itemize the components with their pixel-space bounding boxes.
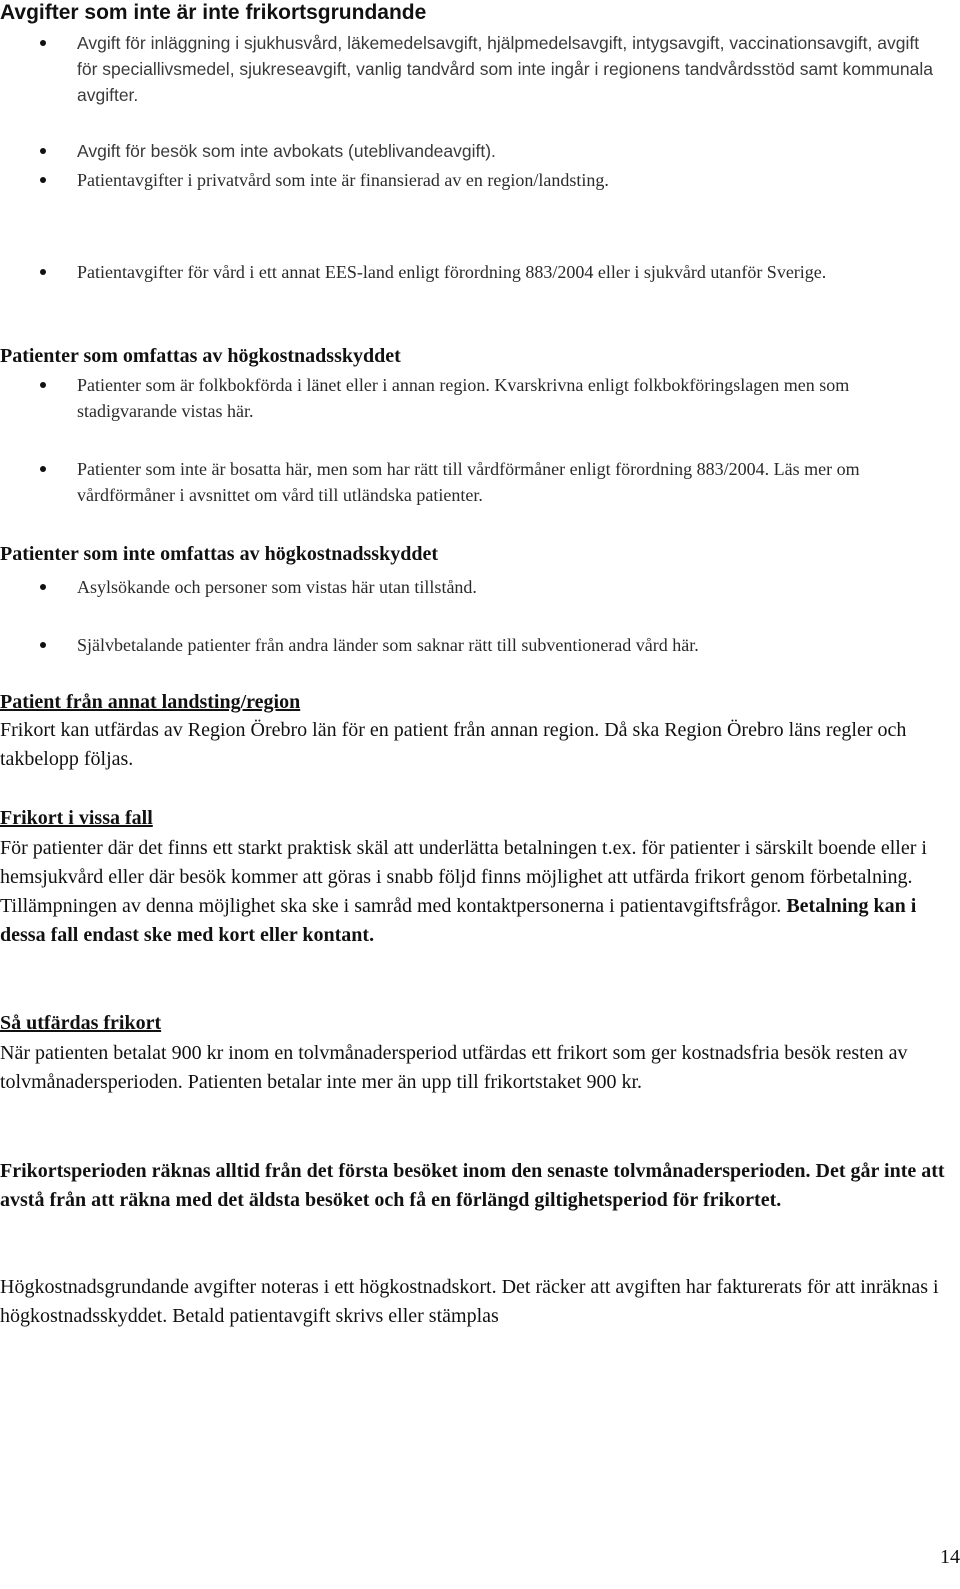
paragraph-other-region: Frikort kan utfärdas av Region Örebro län för en patient från annan region. Då ska Region Örebro läns regler och takbelopp följas. xyxy=(0,719,907,770)
section-heading-how-issued: Så utfärdas frikort xyxy=(0,1012,162,1034)
bullet-icon xyxy=(40,382,46,388)
paragraph-period-rule: Frikortsperioden räknas alltid från det första besöket inom den senaste tolvmånadersperioden. Det går inte att avstå från att räkna med det äldsta besöket och få en förlängd giltighetsperiod för frikortet. xyxy=(0,1160,945,1211)
list-item-text: Avgift för inläggning i sjukhusvård, läkemedelsavgift, hjälpmedelsavgift, intygsavgift, vaccinationsavgift, avgift för speciallivsmedel, sjukreseavgift, vanlig tandvård som inte ingår i regionens tandvårdsstöd samt kommunala avgifter. xyxy=(77,33,933,105)
bullet-icon xyxy=(40,177,46,183)
bullet-icon xyxy=(40,642,46,648)
section-heading-non-qualifying-fees: Avgifter som inte är inte frikortsgrundande xyxy=(0,1,427,24)
list-item-text: Patienter som inte är bosatta här, men som har rätt till vårdförmåner enligt förordning 883/2004. Läs mer om vårdförmåner i avsnittet om vård till utländska patienter. xyxy=(77,459,860,505)
paragraph-how-issued: När patienten betalat 900 kr inom en tolvmånadersperiod utfärdas ett frikort som ger kostnadsfria besök resten av tolvmånadersperioden. Patienten betalar inte mer än upp till frikortstaket 900 kr. xyxy=(0,1042,908,1093)
page-number: 14 xyxy=(940,1546,960,1568)
bullet-icon xyxy=(40,40,46,46)
section-heading-covered-patients: Patienter som omfattas av högkostnadsskyddet xyxy=(0,345,401,367)
bullet-icon xyxy=(40,584,46,590)
bullet-icon xyxy=(40,148,46,154)
list-item-text: Patientavgifter i privatvård som inte är finansierad av en region/landsting. xyxy=(77,170,609,190)
paragraph-high-cost-card: Högkostnadsgrundande avgifter noteras i ett högkostnadskort. Det räcker att avgiften har fakturerats för att inräknas i högkostnadsskyddet. Betald patientavgift skrivs eller stämplas xyxy=(0,1276,939,1327)
list-item-text: Asylsökande och personer som vistas här utan tillstånd. xyxy=(77,577,477,597)
section-heading-certain-cases: Frikort i vissa fall xyxy=(0,807,153,829)
paragraph-certain-cases xyxy=(0,834,950,950)
bullet-icon xyxy=(40,466,46,472)
bullet-icon xyxy=(40,269,46,275)
list-item-text: Patienter som är folkbokförda i länet eller i annan region. Kvarskrivna enligt folkbokföringslagen men som stadigvarande vistas här. xyxy=(77,375,850,421)
section-heading-not-covered-patients: Patienter som inte omfattas av högkostnadsskyddet xyxy=(0,543,438,565)
paragraph-bold-text: Betalning kan i dessa fall endast ske med kort eller kontant. xyxy=(0,895,917,946)
list-item-text: Avgift för besök som inte avbokats (uteblivandeavgift). xyxy=(77,141,496,161)
section-heading-other-region: Patient från annat landsting/region xyxy=(0,691,301,713)
list-item-text: Självbetalande patienter från andra länder som saknar rätt till subventionerad vård här. xyxy=(77,635,699,655)
list-item-text: Patientavgifter för vård i ett annat EES-land enligt förordning 883/2004 eller i sjukvård utanför Sverige. xyxy=(77,262,827,282)
paragraph-text: För patienter där det finns ett starkt praktisk skäl att underlätta betalningen t.ex. för patienter i särskilt boende eller i hemsjukvård eller där besök kommer att göras i snabb följd finns möjlighet att utfärda frikort genom förbetalning. Tillämpningen av denna möjlighet ska ske i samråd med kontaktpersonerna i patientavgiftsfrågor. xyxy=(0,837,927,917)
